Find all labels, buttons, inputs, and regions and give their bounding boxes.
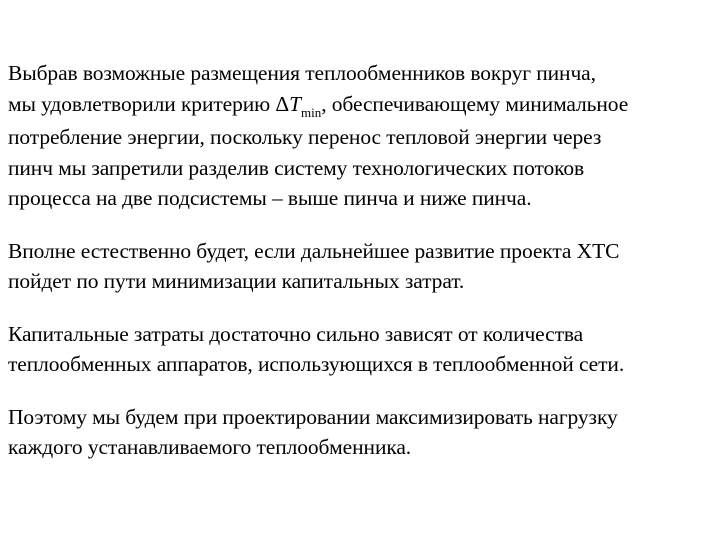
text-line: теплообменных аппаратов, использующихся в теплообменной сети.	[8, 352, 625, 376]
slide-text	[8, 58, 716, 463]
text-line: каждого устанавливаемого теплообменника.	[8, 435, 412, 459]
paragraph-maximize-load	[8, 402, 716, 463]
subscript-min: min	[301, 104, 322, 120]
text-line: потребление энергии, поскольку перенос тепловой энергии через	[8, 125, 602, 149]
text-line: Поэтому мы будем при проектировании максимизировать нагрузку	[8, 404, 618, 429]
text-line-with-formula	[8, 89, 716, 123]
paragraph-spacer	[8, 380, 716, 402]
text-line: Выбрав возможные размещения теплообменников вокруг пинча,	[8, 61, 596, 85]
delta-symbol: Δ	[275, 91, 290, 116]
paragraph-capital-costs-intro	[8, 236, 716, 297]
paragraph-spacer	[8, 297, 716, 319]
text-line: Капитальные затраты достаточно сильно зависят от количества	[8, 321, 584, 346]
text-line: пойдет по пути минимизации капитальных затрат.	[8, 269, 465, 293]
text-fragment: , обеспечивающему минимальное	[321, 91, 629, 116]
paragraph-pinch-placement	[8, 58, 716, 214]
text-line: пинч мы запретили разделив систему технологических потоков	[8, 155, 585, 180]
text-line: процесса на две подсистемы – выше пинча и ниже пинча.	[8, 186, 532, 210]
paragraph-capital-costs-dependency	[8, 319, 716, 380]
text-line: Вполне естественно будет, если дальнейшее развитие проекта ХТС	[8, 238, 620, 263]
text-fragment: мы удовлетворили критерию	[8, 91, 276, 116]
temperature-symbol: T	[289, 91, 301, 116]
paragraph-spacer	[8, 214, 716, 236]
